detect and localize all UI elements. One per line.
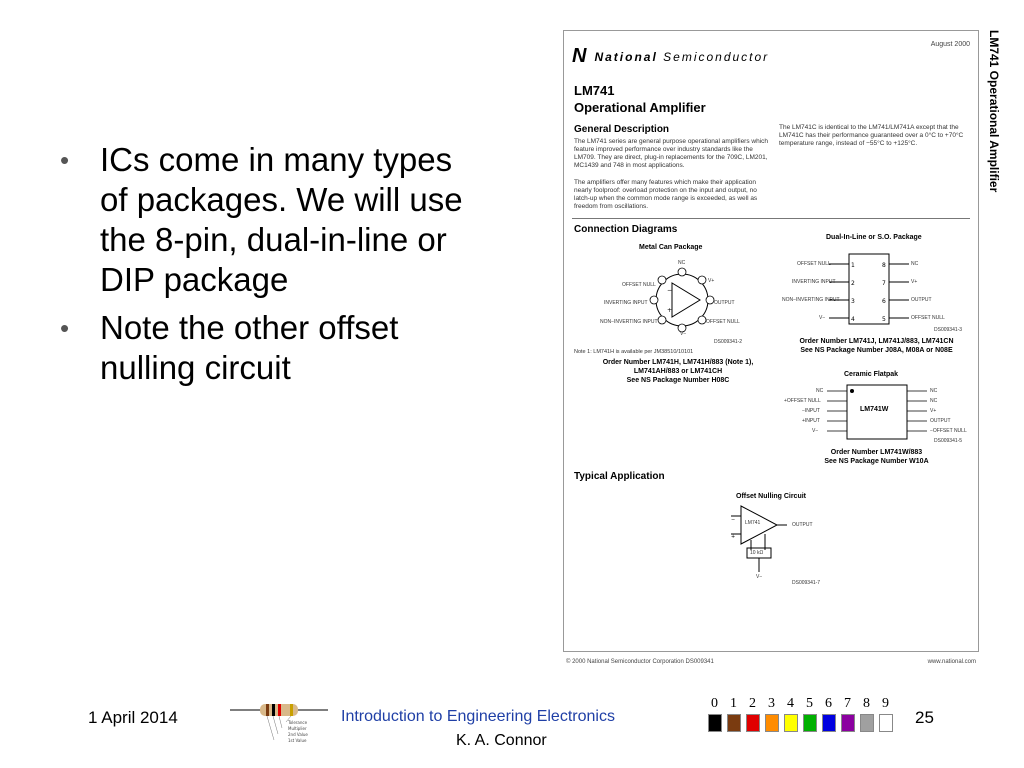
color-code-digit: 0 <box>711 696 718 711</box>
resistor-label-multiplier: Multiplier <box>288 726 307 731</box>
dip-left-pin-1: OFFSET NULL <box>797 261 831 267</box>
dip-package: See NS Package Number J08A, M08A or N08E <box>800 347 953 354</box>
flatpak-package: See NS Package Number W10A <box>824 458 929 465</box>
resistor-label-tolerance: Tolerance <box>288 720 308 725</box>
offset-chip-label: LM741 <box>745 520 761 526</box>
metal-can-title: Metal Can Package <box>639 244 703 251</box>
color-code-digit: 9 <box>882 696 889 711</box>
color-code-7 <box>839 696 856 732</box>
can-order-line-1: Order Number LM741H, LM741H/883 (Note 1), <box>602 359 754 366</box>
flatpak-left-5: V− <box>812 428 819 434</box>
can-code: DS009341-2 <box>714 339 743 345</box>
flatpak-title: Ceramic Flatpak <box>844 371 899 378</box>
color-code-digit: 5 <box>806 696 813 711</box>
svg-text:6: 6 <box>882 298 886 305</box>
flatpak-diagram <box>822 383 932 443</box>
svg-text:3: 3 <box>851 298 855 305</box>
dip-right-pin-5: OFFSET NULL <box>911 315 945 321</box>
svg-text:8: 8 <box>882 262 886 269</box>
flatpak-right-2: NC <box>930 398 938 404</box>
flatpak-order-line: Order Number LM741W/883 <box>830 449 923 456</box>
note-text: Note 1: LM741H is available per JM38510/10101 <box>574 349 694 355</box>
svg-text:5: 5 <box>882 316 886 323</box>
can-pin-nc: NC <box>678 260 686 266</box>
can-pin-offset-null: OFFSET NULL <box>622 282 656 288</box>
color-code-2 <box>744 696 761 732</box>
dip-right-pin-7: V+ <box>911 279 918 285</box>
national-logo <box>572 45 769 68</box>
bullet-dot-icon: • <box>60 313 70 343</box>
flatpak-order-number <box>779 448 974 466</box>
footer-author: K. A. Connor <box>456 732 547 749</box>
can-pin-noninverting: NON−INVERTING INPUT <box>600 319 658 325</box>
brand-rest: Semiconductor <box>663 49 770 64</box>
color-code-digit: 7 <box>844 696 851 711</box>
color-code-digit: 1 <box>730 696 737 711</box>
divider <box>572 218 970 219</box>
offset-circuit-diagram <box>729 504 839 584</box>
general-text-2: The amplifiers offer many features which make their application nearly foolproof: overload protection on the input and output, no latch-up when the common mode range is exceeded, as well as freedom from oscillations. <box>574 179 758 210</box>
page-number: 25 <box>915 708 934 727</box>
footer-course-title: Introduction to Engineering Electronics <box>341 708 615 725</box>
offset-title: Offset Nulling Circuit <box>736 493 806 500</box>
svg-text:4: 4 <box>851 316 855 323</box>
dip-title: Dual-In-Line or S.O. Package <box>826 234 922 241</box>
color-code-digit: 2 <box>749 696 756 711</box>
color-code-digit: 6 <box>825 696 832 711</box>
dip-right-pin-6: OUTPUT <box>911 297 932 303</box>
resistor-icon <box>230 700 328 748</box>
can-package: See NS Package Number H08C <box>626 377 730 384</box>
color-swatch <box>784 714 798 732</box>
can-pin-vplus: V+ <box>708 278 715 284</box>
bullet-dot-icon: • <box>60 145 70 175</box>
svg-text:2: 2 <box>851 280 855 287</box>
offset-output-label: OUTPUT <box>792 522 813 528</box>
color-code-0 <box>706 696 723 732</box>
datasheet-footer-left: © 2000 National Semiconductor Corporation DS009341 <box>566 659 714 665</box>
resistor-label-2nd: 2nd Value <box>288 732 308 737</box>
dip-order-number <box>779 337 974 355</box>
footer-date: 1 April 2014 <box>88 708 178 727</box>
color-swatch <box>860 714 874 732</box>
general-right-text: The LM741C is identical to the LM741/LM741A except that the LM741C has their performance guaranteed over a 0°C to +70°C temperature range, instead of −55°C to +125°C. <box>779 124 964 147</box>
flatpak-left-1: NC <box>816 388 824 394</box>
part-number: LM741 <box>574 83 615 98</box>
datasheet-date: August 2000 <box>930 41 970 48</box>
can-order-line-2: LM741AH/883 or LM741CH <box>633 368 723 375</box>
color-code-strip <box>706 696 892 736</box>
svg-text:1: 1 <box>851 262 855 269</box>
typical-heading: Typical Application <box>574 471 665 482</box>
can-pin-inverting: INVERTING INPUT <box>604 300 648 306</box>
flatpak-chip-label: LM741W <box>860 406 889 413</box>
dip-right-pin-8: NC <box>911 261 919 267</box>
dip-left-pin-4: V− <box>819 315 826 321</box>
flatpak-code: DS009341-5 <box>934 438 963 444</box>
flatpak-right-3: V+ <box>930 408 937 414</box>
datasheet-vertical-title <box>983 30 1005 220</box>
offset-pot-label: 10 kΩ <box>750 550 764 556</box>
flatpak-right-5: −OFFSET NULL <box>930 428 967 434</box>
dip-left-pin-2: INVERTING INPUT <box>792 279 836 285</box>
dip-diagram <box>829 249 909 329</box>
svg-text:7: 7 <box>882 280 886 287</box>
svg-text:+: + <box>731 534 736 540</box>
can-pin-offset-null2: OFFSET NULL <box>706 319 740 325</box>
color-code-5 <box>801 696 818 732</box>
general-heading: General Description <box>574 124 670 135</box>
color-swatch <box>841 714 855 732</box>
svg-text:−: − <box>667 287 673 294</box>
flatpak-right-4: OUTPUT <box>930 418 951 424</box>
datasheet-footer-right: www.national.com <box>927 659 976 665</box>
color-code-digit: 3 <box>768 696 775 711</box>
color-code-8 <box>858 696 875 732</box>
color-code-9 <box>877 696 894 732</box>
color-swatch <box>727 714 741 732</box>
can-order-number <box>578 358 778 385</box>
svg-text:−: − <box>731 517 736 523</box>
datasheet-image <box>563 30 979 665</box>
dip-left-pin-3: NON−INVERTING INPUT <box>782 297 840 303</box>
offset-vminus-label: V− <box>756 574 763 580</box>
dip-code: DS009341-3 <box>934 327 963 333</box>
can-pin-vminus: V− <box>680 331 687 337</box>
flatpak-left-4: +INPUT <box>802 418 820 424</box>
bullet-item <box>60 140 480 300</box>
resistor-label-1st: 1st Value <box>288 738 307 743</box>
bullet-item <box>60 308 480 388</box>
national-n-icon: N <box>572 45 589 67</box>
color-swatch <box>879 714 893 732</box>
color-swatch <box>708 714 722 732</box>
flatpak-left-2: +OFFSET NULL <box>784 398 821 404</box>
vertical-title-text: LM741 Operational Amplifier <box>987 30 1001 193</box>
offset-code: DS009341-7 <box>792 580 821 586</box>
color-code-digit: 4 <box>787 696 794 711</box>
part-description: Operational Amplifier <box>574 100 706 115</box>
color-code-digit: 8 <box>863 696 870 711</box>
dip-order-line: Order Number LM741J, LM741J/883, LM741CN <box>799 338 954 345</box>
color-code-1 <box>725 696 742 732</box>
bullet-text: ICs come in many types of packages. We will use the 8-pin, dual-in-line or DIP package <box>100 141 463 298</box>
color-code-3 <box>763 696 780 732</box>
connection-heading: Connection Diagrams <box>574 224 678 235</box>
can-pin-output: OUTPUT <box>714 300 735 306</box>
color-swatch <box>803 714 817 732</box>
bullet-list <box>60 140 480 396</box>
flatpak-right-1: NC <box>930 388 938 394</box>
color-swatch <box>746 714 760 732</box>
color-code-4 <box>782 696 799 732</box>
color-code-6 <box>820 696 837 732</box>
color-swatch <box>765 714 779 732</box>
brand-bold: National <box>594 49 658 64</box>
svg-text:+: + <box>667 307 673 314</box>
flatpak-left-3: −INPUT <box>802 408 820 414</box>
bullet-text: Note the other offset nulling circuit <box>100 309 399 386</box>
general-text: The LM741 series are general purpose operational amplifiers which feature improved performance over industry standards like the LM709. They are direct, plug-in replacements for the 709C, LM201, MC1439 and 748 in most applications. <box>574 138 769 169</box>
color-swatch <box>822 714 836 732</box>
